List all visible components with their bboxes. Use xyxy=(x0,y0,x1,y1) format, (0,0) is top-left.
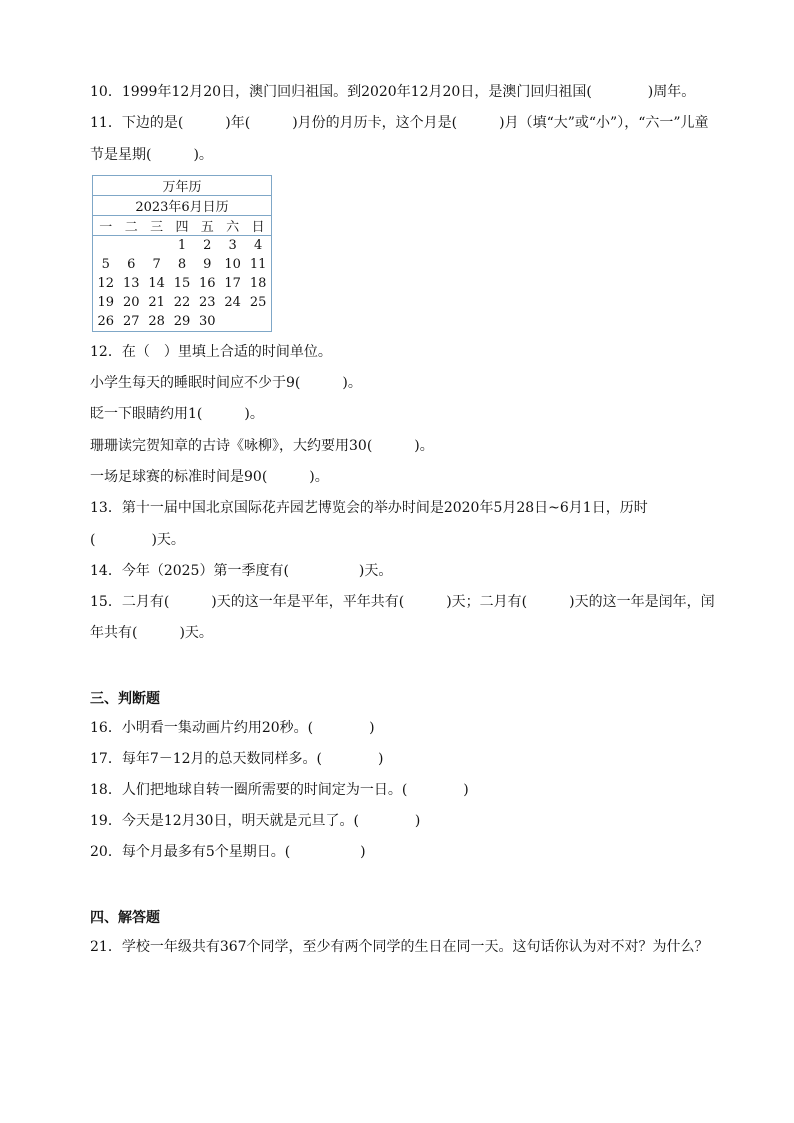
calendar-day-cell: 24 xyxy=(224,295,241,310)
calendar-title: 万年历 xyxy=(93,176,272,196)
calendar-day-cell: 6 xyxy=(127,257,136,272)
question-13-line2: ( )天。 xyxy=(90,532,185,548)
question-12-a: 小学生每天的睡眠时间应不少于9( )。 xyxy=(90,375,362,391)
question-15-line1: 15．二月有( )天的这一年是平年，平年共有( )天；二月有( )天的这一年是闰年，闰 xyxy=(90,594,715,610)
calendar-day-cell: 3 xyxy=(228,238,237,253)
calendar-card xyxy=(92,175,272,332)
calendar-day-cell: 29 xyxy=(169,312,194,332)
question-15-line2: 年共有( )天。 xyxy=(90,625,213,641)
question-13-line1: 13．第十一届中国北京国际花卉园艺博览会的举办时间是2020年5月28日~6月1日，历时 xyxy=(90,500,648,516)
calendar-day-cell xyxy=(119,236,144,256)
weekday-fri: 五 xyxy=(195,216,220,236)
calendar-day-cell: 14 xyxy=(148,276,165,291)
calendar-subtitle: 2023年6月日历 xyxy=(93,196,272,216)
calendar-day-cell: 27 xyxy=(119,312,144,332)
calendar-week-row xyxy=(93,236,272,256)
weekday-wed: 三 xyxy=(144,216,169,236)
question-21: 21．学校一年级共有367个同学，至少有两个同学的生日在同一天。这句话你认为对不对？为什么？ xyxy=(90,939,709,955)
question-18: 18．人们把地球自转一圈所需要的时间定为一日。( ) xyxy=(90,782,469,798)
question-19: 19．今天是12月30日，明天就是元旦了。( ) xyxy=(90,813,421,829)
section-heading-judgement: 三、判断题 xyxy=(90,691,160,707)
question-12-b: 眨一下眼睛约用1( )。 xyxy=(90,406,264,422)
weekday-tue: 二 xyxy=(119,216,144,236)
calendar-weekday-row xyxy=(93,216,272,236)
section-heading-answer: 四、解答题 xyxy=(90,910,160,926)
question-16: 16．小明看一集动画片约用20秒。( ) xyxy=(90,720,375,736)
calendar-day-cell: 26 xyxy=(93,312,119,332)
calendar-week-row xyxy=(93,274,272,293)
question-20: 20．每个月最多有5个星期日。( ) xyxy=(90,844,366,860)
calendar-week-row xyxy=(93,293,272,312)
calendar-day-cell: 7 xyxy=(152,257,161,272)
calendar-day-cell: 11 xyxy=(245,255,271,274)
calendar-day-cell: 30 xyxy=(195,312,220,332)
calendar-day-cell: 20 xyxy=(123,295,140,310)
calendar-day-cell: 12 xyxy=(93,274,119,293)
calendar-day-cell: 9 xyxy=(203,257,212,272)
calendar-day-cell: 2 xyxy=(203,238,212,253)
weekday-sat: 六 xyxy=(220,216,245,236)
calendar-day-cell: 4 xyxy=(245,236,271,256)
calendar-day-cell: 28 xyxy=(144,312,169,332)
calendar-day-cell xyxy=(144,236,169,256)
calendar-week-row xyxy=(93,312,272,332)
weekday-sun: 日 xyxy=(245,216,271,236)
calendar-day-cell: 16 xyxy=(199,276,216,291)
question-12-c: 珊珊读完贺知章的古诗《咏柳》，大约要用30( )。 xyxy=(90,438,434,454)
calendar-day-cell: 13 xyxy=(123,276,140,291)
weekday-thu: 四 xyxy=(169,216,194,236)
question-14: 14．今年（2025）第一季度有( )天。 xyxy=(90,563,393,579)
calendar-day-cell: 18 xyxy=(245,274,271,293)
question-10: 10．1999年12月20日，澳门回归祖国。到2020年12月20日，是澳门回归祖国( )周年。 xyxy=(90,84,696,100)
calendar-day-cell: 23 xyxy=(199,295,216,310)
calendar-day-cell: 5 xyxy=(93,255,119,274)
question-11-line1: 11．下边的是( )年( )月份的月历卡，这个月是( )月（填“大”或“小”），“六一”儿童 xyxy=(90,115,709,131)
calendar-day-cell: 25 xyxy=(245,293,271,312)
calendar-week-row xyxy=(93,255,272,274)
calendar-day-cell: 10 xyxy=(224,257,241,272)
calendar-day-cell: 15 xyxy=(173,276,191,291)
question-12-d: 一场足球赛的标准时间是90( )。 xyxy=(90,469,329,485)
calendar-day-cell: 8 xyxy=(177,257,187,272)
question-12: 12．在（ ）里填上合适的时间单位。 xyxy=(90,344,332,360)
calendar-day-cell xyxy=(245,312,271,332)
question-17: 17．每年7－12月的总天数同样多。( ) xyxy=(90,751,384,767)
calendar-day-cell: 17 xyxy=(224,276,241,291)
calendar-day-cell: 1 xyxy=(177,238,187,253)
calendar-day-cell xyxy=(93,236,119,256)
calendar-day-cell: 21 xyxy=(148,295,165,310)
calendar-day-cell: 22 xyxy=(173,295,191,310)
calendar-day-cell: 19 xyxy=(93,293,119,312)
question-11-line2: 节是星期( )。 xyxy=(90,147,213,163)
weekday-mon: 一 xyxy=(93,216,119,236)
calendar-day-cell xyxy=(220,312,245,332)
